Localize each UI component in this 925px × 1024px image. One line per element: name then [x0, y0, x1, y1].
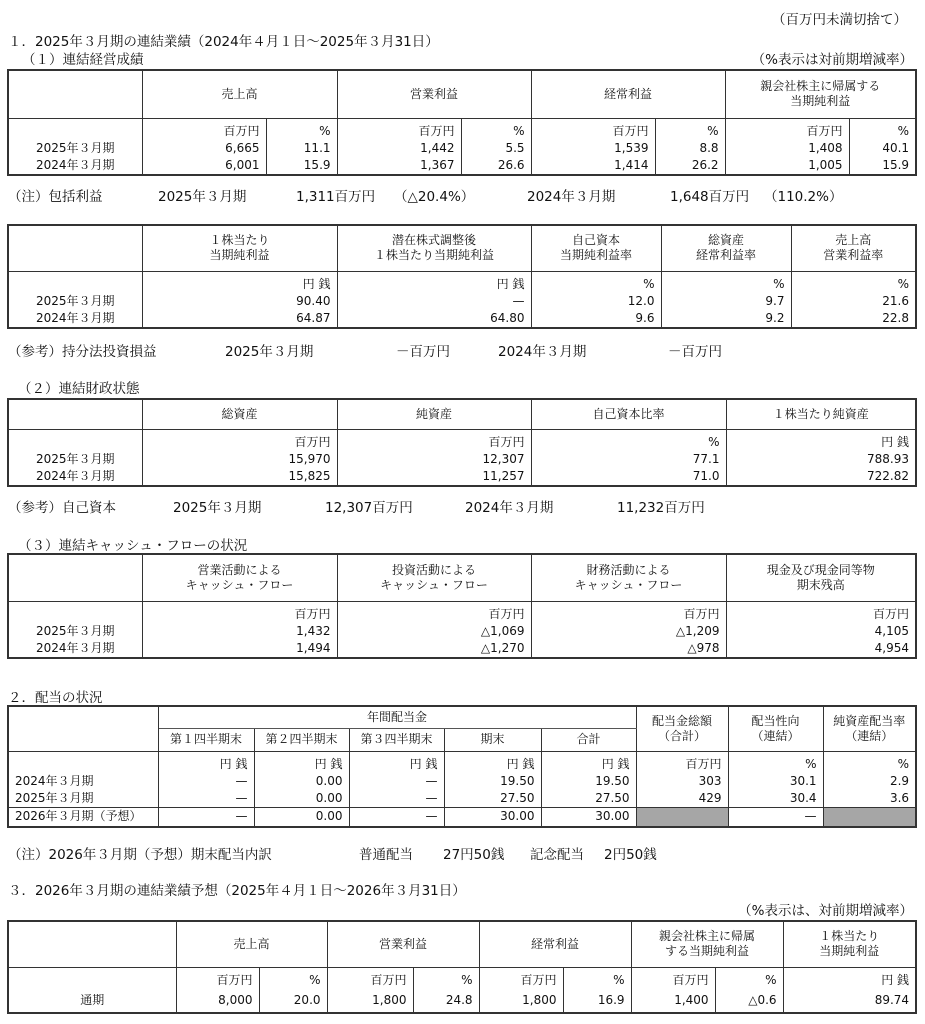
note-period: 2024年３月期 — [465, 500, 554, 516]
col-header — [661, 225, 791, 271]
col-header: 総資産 — [142, 399, 337, 429]
cell: 9.2 — [661, 310, 791, 328]
cell: 8,000 — [176, 989, 259, 1013]
comprehensive-income-label: （注）包括利益 — [8, 189, 103, 205]
cell: — — [349, 790, 444, 808]
unit: 百万円 — [631, 967, 715, 989]
cell: 20.0 — [259, 989, 327, 1013]
table-row — [8, 293, 916, 310]
unit: 円 銭 — [726, 429, 916, 451]
cell: △0.6 — [715, 989, 783, 1013]
table-row — [8, 451, 916, 468]
table-row — [8, 623, 916, 640]
col-header-line2: 当期純利益 — [819, 944, 880, 959]
unit: 百万円 — [337, 601, 531, 623]
col-header-line1: 総資産 — [707, 233, 744, 248]
cell: 1,539 — [531, 140, 655, 157]
unit: 百万円 — [636, 751, 728, 773]
unit: 百万円 — [725, 118, 849, 140]
col-header-line1: 潜在株式調整後 — [391, 233, 476, 248]
note-value: 11,232百万円 — [617, 500, 705, 516]
cashflow-table — [7, 553, 917, 659]
cell: 15.9 — [849, 157, 916, 175]
unit: 百万円 — [176, 967, 259, 989]
col-header-line2: 当期純利益 — [790, 94, 851, 109]
cell: 89.74 — [783, 989, 916, 1013]
col-header-line1: 配当性向 — [751, 713, 800, 728]
cell: 9.7 — [661, 293, 791, 310]
cell: 8.8 — [655, 140, 725, 157]
col-header — [791, 225, 916, 271]
row-label: 2024年３月期 — [8, 157, 142, 175]
cell: 27.50 — [541, 790, 636, 808]
cell: 1,800 — [327, 989, 413, 1013]
table-row — [8, 640, 916, 658]
col-header-line2: （連結） — [751, 728, 800, 743]
unit: % — [266, 118, 337, 140]
cell: △1,209 — [531, 623, 726, 640]
col-header-line1: 純資産配当率 — [833, 713, 906, 728]
cell: 16.9 — [563, 989, 631, 1013]
col-header-line2: 営業利益率 — [823, 248, 884, 263]
cell: 30.00 — [444, 807, 541, 827]
row-label: 2024年３月期 — [8, 468, 142, 486]
col-header-line2: 当期純利益率 — [559, 248, 632, 263]
cell: 64.87 — [142, 310, 337, 328]
cell: — — [158, 807, 254, 827]
cell: 303 — [636, 773, 728, 790]
unit: % — [791, 271, 916, 293]
cell: 15,970 — [142, 451, 337, 468]
col-header — [823, 706, 916, 751]
per-share-table — [7, 224, 917, 329]
col-header — [337, 554, 531, 601]
sub1-title: （１）連結経営成績 — [22, 52, 144, 68]
col-header — [337, 225, 531, 271]
row-label: 2024年３月期 — [8, 310, 142, 328]
unit: 円 銭 — [349, 751, 444, 773]
blank-header — [8, 399, 142, 429]
note-value: 1,648百万円 — [670, 189, 750, 205]
col-header-line1: １株当たり — [819, 929, 880, 944]
cell: △1,069 — [337, 623, 531, 640]
col-header-line2: キャッシュ・フロー — [380, 577, 488, 592]
unit-note: （百万円未満切捨て） — [772, 12, 907, 28]
col-header-line1: 財務活動による — [586, 562, 671, 577]
cell: 2.9 — [823, 773, 916, 790]
col-header: 経常利益 — [479, 921, 631, 967]
col-header: 売上高 — [176, 921, 327, 967]
cell: 6,001 — [142, 157, 266, 175]
col-header — [726, 554, 916, 601]
cell: 21.6 — [791, 293, 916, 310]
unit: % — [715, 967, 783, 989]
cell: 0.00 — [254, 807, 349, 827]
group-header: 年間配当金 — [158, 706, 636, 728]
col-header-line1: 現金及び現金同等物 — [766, 562, 875, 577]
blank-header — [8, 225, 142, 271]
col-header-line1: 親会社株主に帰属 — [659, 929, 756, 944]
unit: % — [661, 271, 791, 293]
cell: 1,005 — [725, 157, 849, 175]
col-header-line2: する当期純利益 — [665, 944, 750, 959]
cell: 12.0 — [531, 293, 661, 310]
ordinary-dividend-label: 普通配当 — [359, 847, 413, 863]
cell: — — [728, 807, 823, 827]
dividends-table — [7, 705, 917, 828]
unit: 円 銭 — [142, 271, 337, 293]
col-header-line2: １株当たり当期純利益 — [373, 248, 494, 263]
cell: 5.5 — [461, 140, 531, 157]
row-label: 2025年３月期 — [8, 451, 142, 468]
cell: 64.80 — [337, 310, 531, 328]
cell: — — [337, 293, 531, 310]
cell: 429 — [636, 790, 728, 808]
unit: 円 銭 — [254, 751, 349, 773]
ordinary-dividend-value: 27円50銭 — [443, 847, 505, 863]
unit: % — [728, 751, 823, 773]
section1-title: １．2025年３月期の連結業績（2024年４月１日～2025年３月31日） — [8, 34, 439, 50]
note-period: 2025年３月期 — [158, 189, 247, 205]
col-header-line2: 経常利益率 — [695, 248, 756, 263]
col-header — [142, 225, 337, 271]
col-header — [142, 554, 337, 601]
equity-label: （参考）自己資本 — [8, 500, 116, 516]
cell: 1,494 — [142, 640, 337, 658]
cell: 4,954 — [726, 640, 916, 658]
cell: — — [349, 807, 444, 827]
cell: 1,408 — [725, 140, 849, 157]
cell: 9.6 — [531, 310, 661, 328]
cell: 27.50 — [444, 790, 541, 808]
col-header: 自己資本比率 — [531, 399, 726, 429]
cashflow-title: （３）連結キャッシュ・フローの状況 — [18, 538, 248, 554]
table-row — [8, 140, 916, 157]
col-header-line2: （合計） — [658, 728, 707, 743]
unit: % — [531, 429, 726, 451]
unit: % — [655, 118, 725, 140]
row-label: 2025年３月期 — [8, 623, 142, 640]
cell: 15,825 — [142, 468, 337, 486]
row-label: 2024年３月期 — [8, 773, 158, 790]
col-header — [728, 706, 823, 751]
cell: 722.82 — [726, 468, 916, 486]
unit: 百万円 — [531, 601, 726, 623]
note-period: 2024年３月期 — [498, 344, 587, 360]
unit: % — [563, 967, 631, 989]
cell: 1,414 — [531, 157, 655, 175]
cell: 40.1 — [849, 140, 916, 157]
cell: 77.1 — [531, 451, 726, 468]
cell: 26.2 — [655, 157, 725, 175]
col-header-line1: 配当金総額 — [652, 713, 713, 728]
unit: 円 銭 — [337, 271, 531, 293]
table-row-forecast — [8, 807, 916, 827]
cell: 4,105 — [726, 623, 916, 640]
cell: 19.50 — [541, 773, 636, 790]
gray-cell — [823, 807, 916, 827]
cell: 0.00 — [254, 790, 349, 808]
blank-header — [8, 70, 142, 118]
note-value: 1,311百万円 — [296, 189, 376, 205]
note-value: 12,307百万円 — [325, 500, 413, 516]
sub-col-header: 第３四半期末 — [349, 728, 444, 751]
cell: 30.1 — [728, 773, 823, 790]
row-label: 2025年３月期 — [8, 790, 158, 808]
unit: % — [259, 967, 327, 989]
col-header-line2: キャッシュ・フロー — [185, 577, 294, 592]
cell: — — [158, 790, 254, 808]
unit: 百万円 — [531, 118, 655, 140]
blank-header — [8, 706, 158, 751]
unit: 百万円 — [479, 967, 563, 989]
row-label: 2025年３月期 — [8, 293, 142, 310]
sub-col-header: 合計 — [541, 728, 636, 751]
financial-table — [7, 398, 917, 487]
cell: 1,442 — [337, 140, 461, 157]
col-header: 純資産 — [337, 399, 531, 429]
unit: 円 銭 — [541, 751, 636, 773]
unit: 百万円 — [337, 118, 461, 140]
note-value: －百万円 — [668, 344, 722, 360]
unit: % — [823, 751, 916, 773]
equity-method-label: （参考）持分法投資損益 — [8, 344, 157, 360]
sub-col-header: 第２四半期末 — [254, 728, 349, 751]
unit: 円 銭 — [783, 967, 916, 989]
cell: 0.00 — [254, 773, 349, 790]
col-header-line1: 投資活動による — [391, 562, 476, 577]
row-label: 2026年３月期（予想） — [8, 807, 158, 827]
forecast-title: ３．2026年３月期の連結業績予想（2025年４月１日～2026年３月31日） — [8, 883, 466, 899]
gray-cell — [636, 807, 728, 827]
table-row — [8, 310, 916, 328]
cell: 30.4 — [728, 790, 823, 808]
cell: 26.6 — [461, 157, 531, 175]
cell: 12,307 — [337, 451, 531, 468]
unit: 百万円 — [142, 429, 337, 451]
col-header — [631, 921, 783, 967]
cell: 24.8 — [413, 989, 479, 1013]
row-label: 通期 — [8, 989, 176, 1013]
cell: 90.40 — [142, 293, 337, 310]
row-label: 2025年３月期 — [8, 140, 142, 157]
cell: 15.9 — [266, 157, 337, 175]
unit: % — [461, 118, 531, 140]
table-row — [8, 989, 916, 1013]
col-header — [531, 554, 726, 601]
cell: 3.6 — [823, 790, 916, 808]
note-period: 2025年３月期 — [173, 500, 262, 516]
col-header: 売上高 — [142, 70, 337, 118]
col-header — [725, 70, 916, 118]
results-table — [7, 69, 917, 176]
unit: % — [413, 967, 479, 989]
col-header — [531, 225, 661, 271]
forecast-table — [7, 920, 917, 1014]
cell: 788.93 — [726, 451, 916, 468]
sub1-pct-note: （%表示は対前期増減率） — [751, 52, 913, 68]
sub-col-header: 期末 — [444, 728, 541, 751]
unit: 百万円 — [327, 967, 413, 989]
blank-header — [8, 554, 142, 601]
note-period: 2024年３月期 — [527, 189, 616, 205]
financial-title: （２）連結財政状態 — [18, 381, 140, 397]
row-label: 2024年３月期 — [8, 640, 142, 658]
dividends-title: ２．配当の状況 — [8, 690, 103, 706]
unit: 百万円 — [142, 118, 266, 140]
cell: 11,257 — [337, 468, 531, 486]
note-pct: （△20.4%） — [394, 189, 475, 205]
col-header-line2: キャッシュ・フロー — [574, 577, 683, 592]
col-header: 経常利益 — [531, 70, 725, 118]
dividend-note-label: （注）2026年３月期（予想）期末配当内訳 — [8, 847, 272, 863]
note-value: －百万円 — [396, 344, 450, 360]
forecast-pct-note: （%表示は、対前期増減率） — [738, 903, 913, 919]
note-period: 2025年３月期 — [225, 344, 314, 360]
cell: 19.50 — [444, 773, 541, 790]
note-pct: （110.2%） — [764, 189, 843, 205]
col-header-line2: 期末残高 — [796, 577, 845, 592]
cell: 1,432 — [142, 623, 337, 640]
unit: 百万円 — [142, 601, 337, 623]
table-row — [8, 773, 916, 790]
cell: 6,665 — [142, 140, 266, 157]
col-header-line1: 営業活動による — [197, 562, 282, 577]
cell: 71.0 — [531, 468, 726, 486]
sub-col-header: 第１四半期末 — [158, 728, 254, 751]
blank-header — [8, 921, 176, 967]
table-row — [8, 790, 916, 808]
col-header: 営業利益 — [327, 921, 479, 967]
unit: 円 銭 — [158, 751, 254, 773]
col-header-line1: 売上高 — [835, 233, 872, 248]
table-row — [8, 157, 916, 175]
cell: — — [349, 773, 444, 790]
col-header: 営業利益 — [337, 70, 531, 118]
cell: 22.8 — [791, 310, 916, 328]
col-header-line2: （連結） — [845, 728, 894, 743]
col-header — [636, 706, 728, 751]
col-header — [783, 921, 916, 967]
cell: 30.00 — [541, 807, 636, 827]
cell: — — [158, 773, 254, 790]
col-header: １株当たり純資産 — [726, 399, 916, 429]
cell: 1,800 — [479, 989, 563, 1013]
table-row — [8, 468, 916, 486]
col-header-line1: 自己資本 — [571, 233, 620, 248]
commemorative-dividend-label: 記念配当 — [530, 847, 584, 863]
unit: % — [849, 118, 916, 140]
col-header-line1: 親会社株主に帰属する — [760, 79, 881, 94]
cell: △1,270 — [337, 640, 531, 658]
unit: % — [531, 271, 661, 293]
cell: 1,400 — [631, 989, 715, 1013]
commemorative-dividend-value: 2円50銭 — [604, 847, 657, 863]
unit: 円 銭 — [444, 751, 541, 773]
unit: 百万円 — [337, 429, 531, 451]
cell: △978 — [531, 640, 726, 658]
col-header-line1: １株当たり — [209, 233, 270, 248]
cell: 1,367 — [337, 157, 461, 175]
cell: 11.1 — [266, 140, 337, 157]
unit: 百万円 — [726, 601, 916, 623]
col-header-line2: 当期純利益 — [209, 248, 270, 263]
